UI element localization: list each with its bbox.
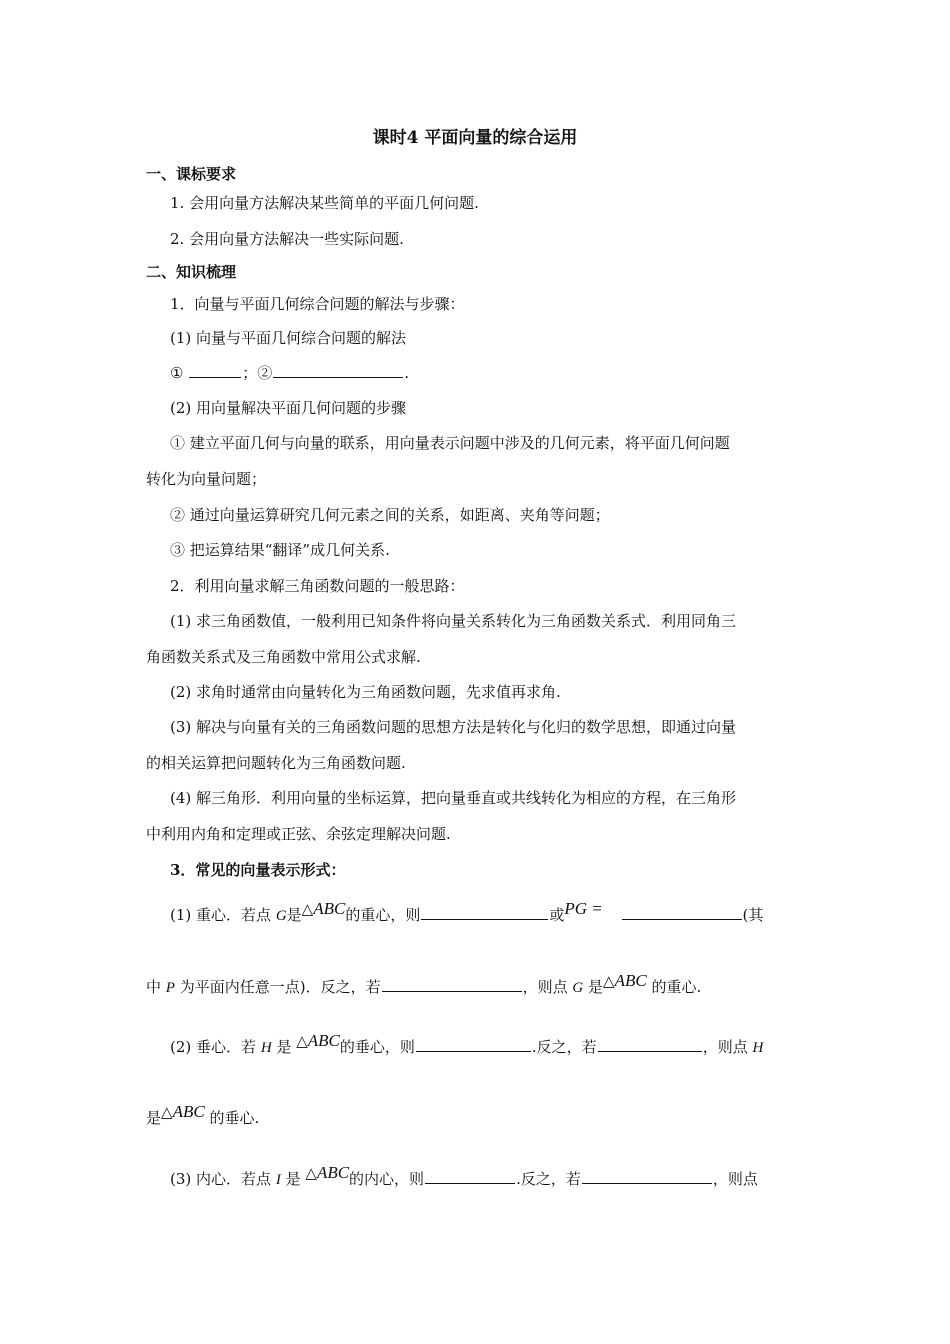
step-2-line: ② 通过向量运算研究几何元素之间的关系，如距离、夹角等问题； (170, 506, 610, 524)
p2-item-4-a: (4) 解三角形．利用向量的坐标运算，把向量垂直或共线转化为相应的方程，在三角形 (170, 789, 737, 807)
step-3-line: ③ 把运算结果“翻译”成几何关系. (170, 541, 390, 559)
method-blanks-line (170, 362, 409, 383)
triangle-abc (161, 1102, 205, 1122)
step-1-line-a: ① 建立平面几何与向量的联系，用向量表示问题中涉及的几何元素，将平面几何问题 (170, 434, 730, 452)
var-abc: ABC (313, 899, 346, 918)
triangle-abc (305, 1163, 349, 1183)
paragraph-1-sub-1: (1) 向量与平面几何综合问题的解法 (170, 329, 407, 347)
var-h: H (752, 1040, 764, 1056)
var-g: G (572, 980, 584, 996)
text-segment: 中 (146, 978, 162, 996)
step-1-line-b: 转化为向量问题； (146, 470, 267, 488)
vector-pg: PG = (564, 899, 603, 918)
orthocenter-blank-1[interactable] (416, 1036, 531, 1052)
p2-item-3-a: (3) 解决与向量有关的三角函数问题的思想方法是转化与化归的数学思想，即通过向量 (170, 718, 737, 736)
centroid-blank-1[interactable] (421, 904, 548, 920)
orthocenter-blank-2[interactable] (598, 1036, 702, 1052)
section-heading-requirements: 一、课标要求 (146, 165, 237, 183)
text-segment: 的内心，则 (349, 1170, 425, 1188)
centroid-blank-3[interactable] (382, 976, 522, 992)
var-abc: ABC (307, 1031, 340, 1050)
text-segment: 是 (285, 1170, 301, 1188)
text-segment: (其 (742, 906, 764, 924)
var-abc: ABC (614, 971, 647, 990)
orthocenter-line-2 (146, 1102, 260, 1128)
text-segment: ，则点 (522, 978, 568, 996)
var-abc: ABC (316, 1163, 350, 1182)
text-segment: (2) 垂心．若 (170, 1038, 257, 1056)
text-segment: ，则点 (702, 1038, 748, 1056)
text-segment: 是 (146, 1109, 162, 1127)
triangle-abc (302, 899, 346, 919)
requirement-item-1: 1. 会用向量方法解决某些简单的平面几何问题. (170, 194, 479, 212)
text-segment: (3) 内心．若点 (170, 1170, 272, 1188)
centroid-line-1 (170, 899, 764, 926)
text-segment: 是 (286, 906, 302, 924)
triangle-icon: △ (305, 1164, 317, 1182)
text-segment: 的垂心. (209, 1109, 260, 1127)
paragraph-2-heading: 2．利用向量求解三角函数问题的一般思路： (170, 577, 465, 595)
centroid-blank-2[interactable] (622, 904, 742, 920)
var-abc: ABC (172, 1102, 205, 1121)
triangle-icon: △ (296, 1032, 308, 1050)
period-text: . (404, 364, 410, 382)
var-g: G (275, 908, 287, 924)
separator-text: ；② (242, 364, 273, 382)
p2-item-1-a: (1) 求三角函数值，一般利用已知条件将向量关系转化为三角函数关系式．利用同角三 (170, 612, 737, 630)
text-segment: 为平面内任意一点)．反之，若 (179, 978, 381, 996)
triangle-icon: △ (161, 1103, 173, 1121)
p2-item-1-b: 角函数关系式及三角函数中常用公式求解. (146, 648, 421, 666)
p2-item-2: (2) 求角时通常由向量转化为三角函数问题，先求值再求角. (170, 683, 561, 701)
var-i: I (275, 1172, 281, 1188)
incenter-line-1 (170, 1163, 758, 1190)
method-blank-2[interactable] (273, 362, 403, 378)
triangle-icon: △ (301, 900, 314, 918)
centroid-line-2 (146, 971, 702, 998)
triangle-abc (603, 971, 647, 991)
paragraph-1-heading: 1．向量与平面几何综合问题的解法与步骤： (170, 295, 465, 313)
text-segment: (1) 重心．若点 (170, 906, 272, 924)
circle-1-label: ① (170, 364, 184, 382)
requirement-item-2: 2. 会用向量方法解决一些实际问题. (170, 230, 404, 248)
text-segment: 或 (549, 906, 565, 924)
triangle-icon: △ (603, 972, 615, 990)
var-h: H (260, 1040, 272, 1056)
text-segment: 是 (276, 1038, 292, 1056)
text-segment: 的重心. (651, 978, 702, 996)
p2-item-3-b: 的相关运算把问题转化为三角函数问题. (146, 754, 406, 772)
text-segment: 的垂心，则 (339, 1038, 415, 1056)
var-p: P (165, 980, 175, 996)
paragraph-3-heading: 3．常见的向量表示形式： (170, 861, 346, 879)
text-segment: 是 (588, 978, 604, 996)
p2-item-4-b: 中利用内角和定理或正弦、余弦定理解决问题. (146, 825, 451, 843)
page-title: 课时4 平面向量的综合运用 (372, 128, 578, 148)
section-heading-knowledge: 二、知识梳理 (146, 263, 237, 281)
text-segment: ，则点 (712, 1170, 758, 1188)
incenter-blank-2[interactable] (582, 1168, 712, 1184)
paragraph-1-sub-2: (2) 用向量解决平面几何问题的步骤 (170, 399, 407, 417)
text-segment: 的重心，则 (345, 906, 421, 924)
text-segment: .反之，若 (531, 1038, 597, 1056)
orthocenter-line-1 (170, 1031, 764, 1058)
text-segment: .反之，若 (516, 1170, 581, 1188)
triangle-abc (296, 1031, 340, 1051)
incenter-blank-1[interactable] (425, 1168, 515, 1184)
method-blank-1[interactable] (189, 362, 241, 378)
